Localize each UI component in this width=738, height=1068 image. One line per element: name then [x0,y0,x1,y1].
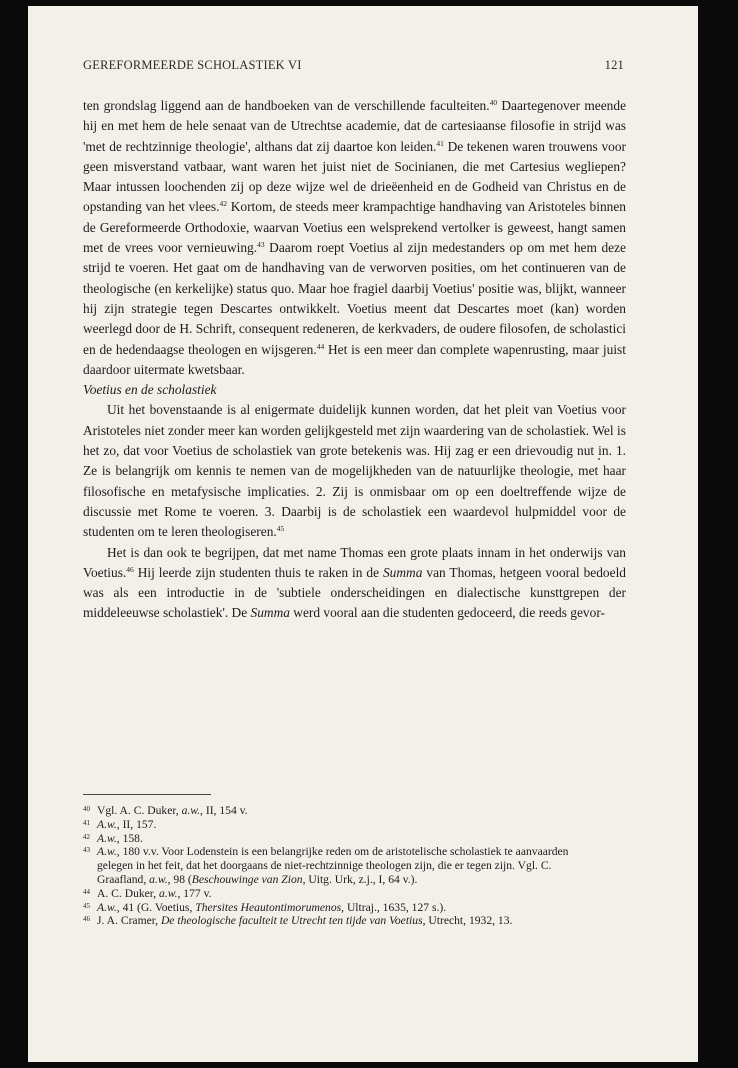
footnote-text: , 98 ( [167,872,192,886]
footnote-text: , II, 154 v. [200,804,248,817]
footnote-italic: A.w. [97,831,117,845]
footnote-ref: 43 [257,240,265,250]
italic-title: Summa [382,564,423,580]
footnote-text: J. A. Cramer, [97,914,161,928]
footnote-number: 40 [83,805,90,813]
footnote-number: 44 [83,887,90,896]
footnote-number: 42 [83,832,90,841]
footnote-40 [83,804,603,818]
footnote-italic: a.w. [181,804,201,817]
page-number: 121 [604,58,624,72]
text-run: ten grondslag liggend aan de handboeken van de verschillende faculteiten. [83,98,490,113]
footnote-43 [83,845,603,886]
footnote-italic: Thersites Heautontimorumenos [195,900,342,914]
running-header [83,58,624,73]
footnote-text: A. C. Duker, [97,886,160,900]
footnote-text: , 177 v. [177,886,212,900]
footnote-number: 45 [83,901,90,910]
footnote-44 [83,887,603,901]
footnote-text: , Uitg. Urk, z.j., I, 64 v.). [302,872,418,886]
footnote-italic: a.w. [149,872,168,886]
footnote-italic: Beschouwinge van Zion [191,872,303,886]
paragraph-1 [83,96,626,380]
paragraph-3 [83,543,626,624]
footnote-ref: 46 [126,564,134,574]
footnote-number: 41 [83,818,90,827]
footnote-42 [83,832,603,846]
footnote-text: , 158. [116,831,143,845]
text-run: Het is dan ook te begrijpen, dat met name Thomas een grote plaats innam in het onderwijs van Voetius. [83,544,626,580]
footnote-italic: A.w. [97,900,117,914]
body-text [83,96,626,624]
section-heading: Voetius en de scholastiek [83,382,217,398]
book-page [28,6,698,1062]
footnote-number: 46 [83,915,90,924]
footnote-rule [83,794,211,795]
footnote-number: 43 [83,846,90,855]
running-title: GEREFORMEERDE SCHOLASTIEK VI [83,58,302,72]
footnote-italic: a.w. [159,886,178,900]
footnote-ref: 42 [219,199,227,209]
footnotes [83,804,603,928]
footnote-ref: 44 [316,341,325,351]
footnote-italic: A.w. [97,817,117,831]
footnote-46 [83,914,603,928]
text-run: Het is een meer dan complete wapenrusting, maar juist daardoor uitermate kwetsbaar. [83,341,626,377]
text-run: Daartegenover meende hij en met hem de hele senaat van de Utrechtse academie, dat de cartesiaanse filosofie in strijd was 'met de rechtzinnige theologie', althans dat zij daartoe kon leiden. [83,98,627,154]
footnote-45 [83,901,603,915]
text-run: van Thomas, hetgeen vooral bedoeld was als een introductie in de 'subtiele onderscheidingen en dialectische kunsttgrepen der middeleeuwse scholastiek'. De [83,564,626,621]
footnote-ref: 40 [489,98,498,107]
text-run: Hij leerde zijn studenten thuis te raken in de [133,564,383,580]
footnote-text: Vgl. A. C. Duker, [97,804,182,817]
footnote-ref: 41 [436,138,444,148]
footnote-italic: De theologische faculteit te Utrecht ten tijde van Voetius [160,914,423,928]
footnote-41 [83,818,603,832]
text-run: Daarom roept Voetius al zijn medestanders op om met hem deze strijd te voeren. Het gaat om de handhaving van de verworven posities, om het continueren van de theologische (en kerkelijke) status quo. Maar hoe fragiel daarbij Voetius' positie was, blijkt, wanneer hij zijn strategie tegen Descartes ontwikkelt. Voetius meent dat Descartes moet (kan) worden weerlegd door de H. Schrift, consequent redeneren, de kerkvaders, de oudere filosofen, de scholastici en de hedendaagse theologen en wijsgeren. [83,240,627,357]
footnote-text: , II, 157. [116,817,157,831]
paragraph-2 [83,400,626,542]
italic-title: Summa [250,605,290,621]
footnote-text: , 41 (G. Voetius, [116,900,196,914]
footnote-text: , Ultraj., 1635, 127 s.). [341,900,447,914]
text-run: Kortom, de steeds meer krampachtige handhaving van Aristoteles binnen de Gereformeerde Orthodoxie, waarvan Voetius een welsprekend vertolker is geweest, hangt samen met de vrees voor vernieuwing. [83,199,626,256]
scan-speck [598,458,600,460]
text-run: werd vooral aan die studenten gedoceerd, die reeds gevor- [289,605,605,621]
footnote-ref: 45 [276,524,285,534]
text-run: De tekenen waren trouwens voor geen misverstand vatbaar, want waren het juist niet de Socinianen, die met Cartesius wegliepen? Maar intussen loochenden zij op deze wijze wel de drieëenheid en de Godheid van Christus en de opstanding van het vlees. [83,138,626,215]
text-run: Uit het bovenstaande is al enigermate duidelijk kunnen worden, dat het pleit van Voetius voor Aristoteles niet zonder meer kan worden gelijkgesteld met zijn waardering van de scholastiek. Wel is het zo, dat voor Voetius de scholastiek van grote betekenis was. Hij zag er een drievoudig nut in. 1. Ze is belangrijk om kennis te nemen van de mogelijkheden van de natuurlijke theologie, met haar filosofische en metafysische implicaties. 2. Zij is onmisbaar om op een doeltreffende wijze de discussie met Rome te voeren. 3. Daarbij is de scholastiek een waardevol hulpmiddel voor de studenten om te leren theologiseren. [83,402,626,540]
footnote-text: , Utrecht, 1932, 13. [422,914,513,928]
footnote-text: , 180 v.v. Voor Lodenstein is een belangrijke reden om de aristotelische scholastiek te aanvaarden gelegen in het feit, dat het doorgaans de niet-rechtzinnige theologen zijn, die er tegen zijn. Vgl. C. Graafland, [97,845,569,886]
footnote-italic: A.w. [97,845,117,859]
